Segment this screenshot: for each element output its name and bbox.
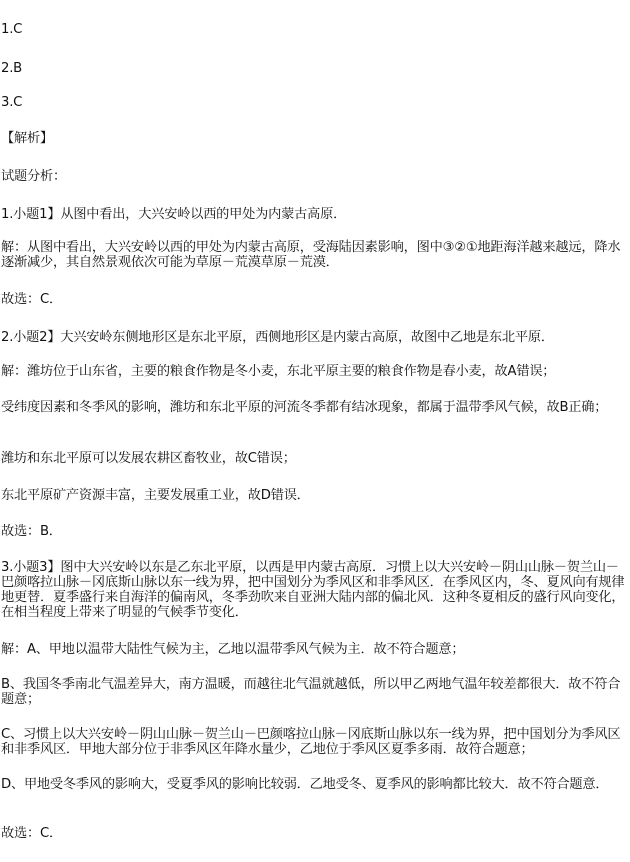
q3-option-b: B、我国冬季南北气温差异大，南方温暖，而越往北气温就越低，所以甲乙两地气温年较差都很大．故不符合题意； — [1, 677, 621, 707]
q3-conclusion: 故选：C． — [1, 826, 62, 841]
q2-option-d: 东北平原矿产资源丰富，主要发展重工业，故D错误． — [1, 488, 310, 503]
answer-1: 1.C — [1, 22, 23, 37]
q2-conclusion: 故选：B． — [1, 524, 62, 539]
q1-conclusion: 故选：C． — [1, 292, 62, 307]
section-heading: 【解析】 — [1, 131, 53, 146]
q2-title: 2.小题2】大兴安岭东侧地形区是东北平原，西侧地形区是内蒙古高原，故图中乙地是东北平原． — [1, 330, 554, 345]
q3-title: 3.小题3】图中大兴安岭以东是乙东北平原，以西是甲内蒙古高原．习惯上以大兴安岭－阴山山脉－贺兰山－巴颜喀拉山脉－冈底斯山脉以东一线为界，把中国划分为季风区和非季风区．在季风区内，冬、夏风向有规律地更替．夏季盛行来自海洋的偏南风，冬季劲吹来自亚洲大陆内部的偏北风．这种冬夏相反的盛行风向变化，在相当程度上带来了明显的气候季节变化． — [1, 560, 625, 620]
q3-option-c: C、习惯上以大兴安岭－阴山山脉－贺兰山－巴颜喀拉山脉－冈底斯山脉以东一线为界，把中国划分为季风区和非季风区．甲地大部分位于非季风区年降水量少，乙地位于季风区夏季多雨．故符合题意； — [1, 727, 621, 757]
q1-title: 1.小题1】从图中看出，大兴安岭以西的甲处为内蒙古高原． — [1, 207, 347, 222]
answer-2: 2.B — [1, 61, 23, 76]
q2-option-c: 潍坊和东北平原可以发展农耕区畜牧业，故C错误； — [1, 451, 296, 466]
q2-option-b: 受纬度因素和冬季风的影响，潍坊和东北平原的河流冬季都有结冰现象，都属于温带季风气候，故B正确； — [1, 400, 608, 415]
q2-option-a: 解：潍坊位于山东省，主要的粮食作物是冬小麦，东北平原主要的粮食作物是春小麦，故A错误； — [1, 364, 556, 379]
analysis-label: 试题分析： — [1, 169, 66, 184]
q1-explanation: 解：从图中看出，大兴安岭以西的甲处为内蒙古高原，受海陆因素影响，图中③②①地距海洋越来越远，降水逐渐减少，其自然景观依次可能为草原－荒漠草原－荒漠． — [1, 240, 621, 270]
answer-3: 3.C — [1, 95, 23, 110]
q3-option-a: 解：A、甲地以温带大陆性气候为主，乙地以温带季风气候为主．故不符合题意； — [1, 642, 465, 657]
q3-option-d: D、甲地受冬季风的影响大，受夏季风的影响比较弱．乙地受冬、夏季风的影响都比较大．故不符合题意． — [1, 777, 609, 792]
